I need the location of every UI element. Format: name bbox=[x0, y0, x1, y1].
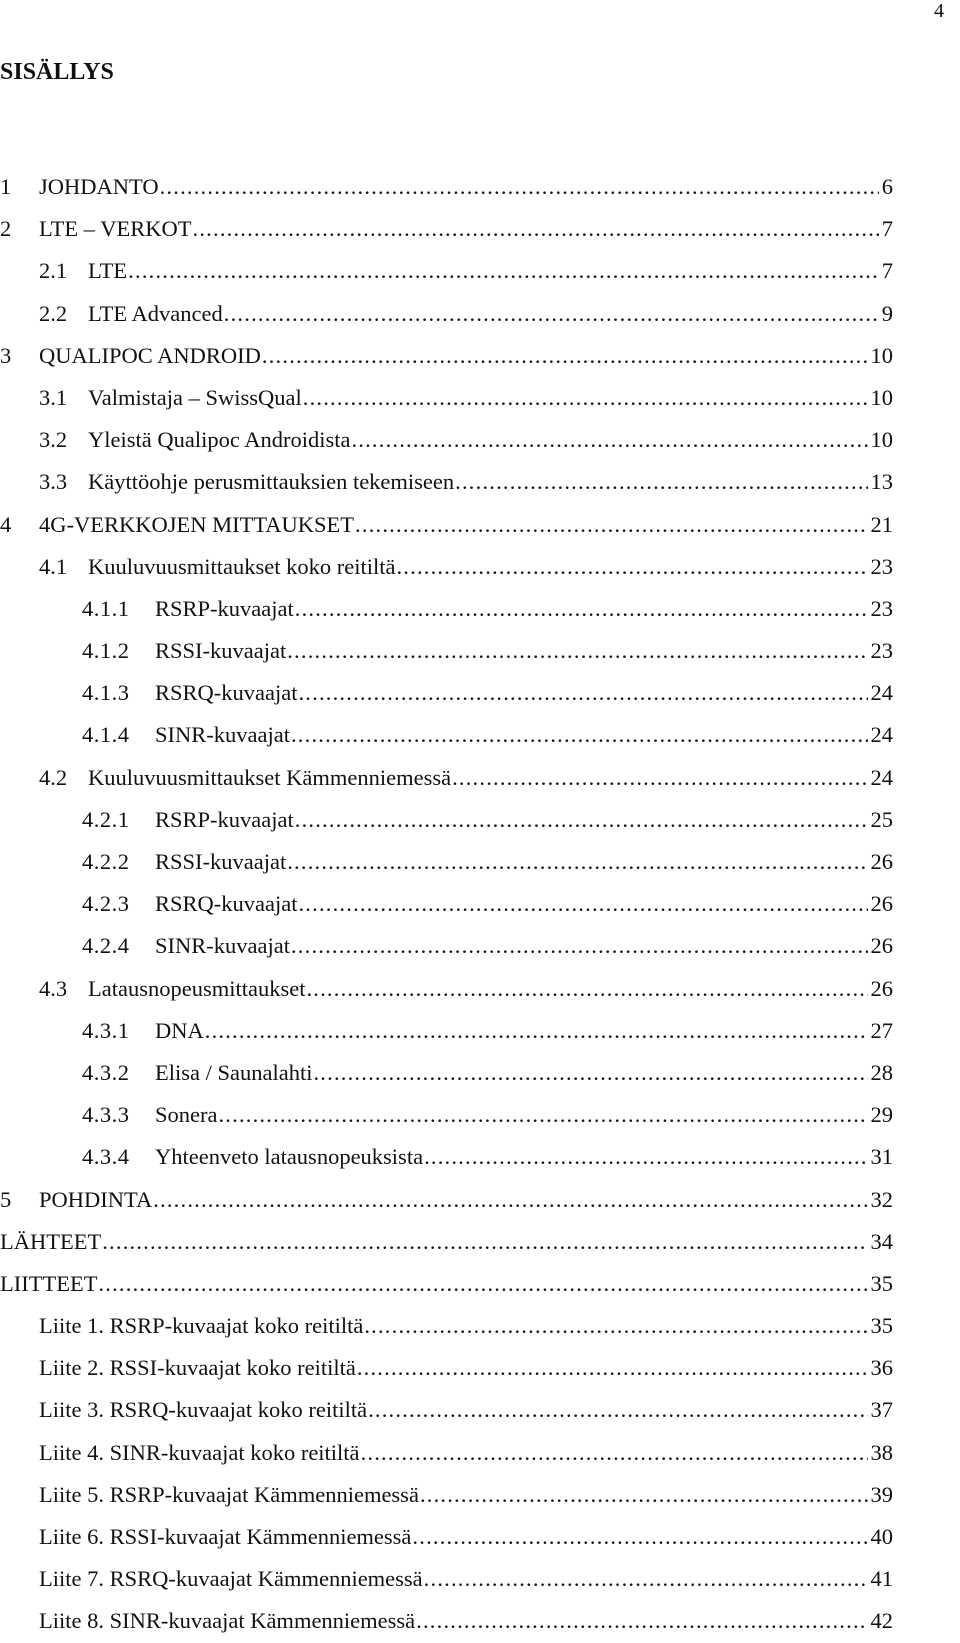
toc-entry[interactable] bbox=[0, 1558, 893, 1600]
toc-entry-page: 23 bbox=[870, 553, 893, 579]
dot-leader bbox=[298, 672, 867, 714]
dot-leader bbox=[193, 208, 879, 250]
toc-entry-page: 28 bbox=[870, 1059, 893, 1085]
toc-entry[interactable] bbox=[0, 1432, 893, 1474]
toc-entry-page: 26 bbox=[870, 849, 893, 874]
toc-entry[interactable] bbox=[0, 1600, 893, 1642]
toc-entry-page: 27 bbox=[870, 1017, 893, 1043]
dot-leader bbox=[361, 1432, 868, 1474]
toc-entry-page: 9 bbox=[881, 300, 893, 326]
toc-entry-number: 4.1 bbox=[39, 553, 68, 579]
toc-entry-label: RSRP-kuvaajat bbox=[155, 806, 294, 832]
toc-entry-page: 31 bbox=[870, 1144, 893, 1170]
toc-entry-label: RSSI-kuvaajat bbox=[155, 638, 287, 664]
dot-leader bbox=[295, 799, 868, 841]
dot-leader bbox=[287, 841, 867, 883]
toc-entry-page: 26 bbox=[870, 975, 893, 1001]
toc-entry[interactable] bbox=[0, 377, 893, 419]
toc-entry-label: DNA bbox=[155, 1017, 204, 1043]
toc-entry-number: 2 bbox=[0, 216, 12, 242]
toc-entry-page: 26 bbox=[870, 933, 893, 959]
toc-entry-page: 34 bbox=[870, 1228, 893, 1254]
toc-entry-label: Yhteenveto latausnopeuksista bbox=[155, 1144, 424, 1170]
toc-entry-number: 4.2.2 bbox=[82, 849, 130, 874]
toc-entry-number: 4.1.2 bbox=[82, 638, 130, 664]
toc-entry[interactable] bbox=[0, 1474, 893, 1516]
toc-entry-page: 29 bbox=[870, 1102, 893, 1128]
toc-entry-number: 4.2 bbox=[39, 764, 68, 790]
toc-entry-label: Liite 4. SINR-kuvaajat koko reitiltä bbox=[39, 1439, 360, 1465]
toc-entry[interactable] bbox=[0, 504, 893, 546]
dot-leader bbox=[416, 1600, 867, 1642]
toc-entry-label: Valmistaja – SwissQual bbox=[88, 384, 302, 410]
toc-entry-label: Kuuluvuusmittaukset koko reitiltä bbox=[88, 553, 396, 579]
toc-entry-number: 4.3 bbox=[39, 975, 68, 1001]
toc-entry[interactable] bbox=[0, 588, 893, 630]
toc-entry-page: 40 bbox=[870, 1524, 893, 1549]
toc-entry-number: 4.1.1 bbox=[82, 595, 130, 621]
toc-entry[interactable] bbox=[0, 714, 893, 756]
toc-entry-label: Käyttöohje perusmittauksien tekemiseen bbox=[88, 469, 455, 495]
toc-entry-label: Liite 6. RSSI-kuvaajat Kämmenniemessä bbox=[39, 1524, 412, 1549]
toc-entry-number: 4.1.3 bbox=[82, 680, 130, 706]
toc-entry-page: 7 bbox=[881, 258, 893, 284]
toc-entry[interactable] bbox=[0, 1263, 893, 1305]
dot-leader bbox=[98, 1263, 867, 1305]
dot-leader bbox=[368, 1389, 867, 1431]
toc-entry-number: 2.1 bbox=[39, 258, 68, 284]
dot-leader bbox=[355, 504, 867, 546]
toc-entry-page: 36 bbox=[870, 1355, 893, 1381]
toc-entry[interactable] bbox=[0, 1094, 893, 1136]
toc-entry-number: 2.2 bbox=[39, 300, 68, 326]
toc-entry-label: Kuuluvuusmittaukset Kämmenniemessä bbox=[88, 764, 452, 790]
dot-leader bbox=[291, 714, 868, 756]
dot-leader bbox=[424, 1136, 867, 1178]
toc-entry-page: 38 bbox=[870, 1439, 893, 1465]
dot-leader bbox=[224, 293, 879, 335]
table-of-contents bbox=[0, 166, 893, 1643]
toc-entry-label: LÄHTEET bbox=[0, 1228, 102, 1254]
toc-entry-number: 4 bbox=[0, 511, 12, 537]
toc-entry-page: 41 bbox=[870, 1566, 893, 1592]
dot-leader bbox=[306, 968, 867, 1010]
toc-entry[interactable] bbox=[0, 883, 893, 925]
dot-leader bbox=[357, 1347, 868, 1389]
toc-entry-label: Elisa / Saunalahti bbox=[155, 1059, 313, 1085]
toc-entry-label: QUALIPOC ANDROID bbox=[39, 342, 261, 368]
toc-entry[interactable] bbox=[0, 546, 893, 588]
dot-leader bbox=[424, 1558, 868, 1600]
toc-entry[interactable] bbox=[0, 335, 893, 377]
dot-leader bbox=[291, 925, 868, 967]
toc-entry[interactable] bbox=[0, 925, 893, 967]
toc-entry-label: RSRQ-kuvaajat bbox=[155, 891, 298, 917]
toc-entry-page: 35 bbox=[870, 1313, 893, 1339]
toc-entry-label: Liite 1. RSRP-kuvaajat koko reitiltä bbox=[39, 1313, 364, 1339]
toc-entry-number: 1 bbox=[0, 174, 12, 199]
toc-entry-page: 35 bbox=[870, 1270, 893, 1296]
toc-entry-label: SINR-kuvaajat bbox=[155, 722, 290, 748]
dot-leader bbox=[420, 1474, 868, 1516]
toc-entry[interactable] bbox=[0, 1305, 893, 1347]
toc-entry-page: 13 bbox=[870, 469, 893, 495]
toc-entry-label: SINR-kuvaajat bbox=[155, 933, 290, 959]
toc-entry-label: Latausnopeusmittaukset bbox=[88, 975, 306, 1001]
toc-entry-number: 4.2.3 bbox=[82, 891, 130, 917]
dot-leader bbox=[205, 1010, 868, 1052]
toc-entry-label: LIITTEET bbox=[0, 1270, 98, 1296]
dot-leader bbox=[295, 588, 868, 630]
toc-entry-label: LTE Advanced bbox=[88, 300, 223, 326]
toc-entry-number: 3.2 bbox=[39, 427, 68, 453]
toc-entry-page: 6 bbox=[881, 174, 893, 199]
toc-entry-number: 3 bbox=[0, 342, 12, 368]
toc-entry[interactable] bbox=[0, 757, 893, 799]
toc-entry[interactable] bbox=[0, 1516, 893, 1558]
toc-entry-page: 7 bbox=[881, 216, 893, 242]
toc-entry-page: 39 bbox=[870, 1481, 893, 1507]
toc-entry-number: 4.2.1 bbox=[82, 806, 130, 832]
dot-leader bbox=[160, 166, 879, 208]
toc-entry[interactable] bbox=[0, 968, 893, 1010]
toc-entry[interactable] bbox=[0, 630, 893, 672]
dot-leader bbox=[102, 1221, 867, 1263]
toc-entry[interactable] bbox=[0, 166, 893, 208]
dot-leader bbox=[298, 883, 867, 925]
toc-entry-number: 4.1.4 bbox=[82, 722, 130, 748]
toc-entry-label: RSSI-kuvaajat bbox=[155, 849, 287, 874]
toc-title: SISÄLLYS bbox=[0, 59, 114, 85]
toc-entry[interactable] bbox=[0, 419, 893, 461]
toc-entry-page: 32 bbox=[870, 1186, 893, 1212]
page-number: 4 bbox=[934, 0, 944, 22]
dot-leader bbox=[287, 630, 867, 672]
toc-entry-page: 25 bbox=[870, 806, 893, 832]
toc-entry-label: Liite 5. RSRP-kuvaajat Kämmenniemessä bbox=[39, 1481, 419, 1507]
toc-entry[interactable] bbox=[0, 1221, 893, 1263]
toc-entry-number: 3.1 bbox=[39, 384, 68, 410]
toc-entry[interactable] bbox=[0, 461, 893, 503]
toc-entry-page: 21 bbox=[870, 511, 893, 537]
toc-entry-label: POHDINTA bbox=[39, 1186, 153, 1212]
toc-entry[interactable] bbox=[0, 1347, 893, 1389]
toc-entry-label: 4G-VERKKOJEN MITTAUKSET bbox=[39, 511, 355, 537]
dot-leader bbox=[452, 757, 867, 799]
toc-entry[interactable] bbox=[0, 1389, 893, 1431]
toc-entry-page: 10 bbox=[870, 342, 893, 368]
toc-entry-label: Liite 7. RSRQ-kuvaajat Kämmenniemessä bbox=[39, 1566, 423, 1592]
toc-entry[interactable] bbox=[0, 1010, 893, 1052]
dot-leader bbox=[351, 419, 867, 461]
dot-leader bbox=[303, 377, 868, 419]
toc-entry-label: Liite 2. RSSI-kuvaajat koko reitiltä bbox=[39, 1355, 356, 1381]
toc-entry-label: Yleistä Qualipoc Androidista bbox=[88, 427, 351, 453]
toc-entry-label: Sonera bbox=[155, 1102, 218, 1128]
toc-entry[interactable] bbox=[0, 250, 893, 292]
toc-entry[interactable] bbox=[0, 293, 893, 335]
dot-leader bbox=[364, 1305, 867, 1347]
toc-entry-page: 23 bbox=[870, 595, 893, 621]
toc-entry-number: 4.3.2 bbox=[82, 1059, 130, 1085]
toc-entry-label: LTE bbox=[88, 258, 128, 284]
dot-leader bbox=[128, 250, 879, 292]
toc-entry-label: LTE – VERKOT bbox=[39, 216, 192, 242]
toc-entry[interactable] bbox=[0, 1136, 893, 1178]
toc-entry-number: 4.3.3 bbox=[82, 1102, 130, 1128]
toc-entry[interactable] bbox=[0, 799, 893, 841]
dot-leader bbox=[396, 546, 867, 588]
dot-leader bbox=[218, 1094, 867, 1136]
toc-entry-label: Liite 3. RSRQ-kuvaajat koko reitiltä bbox=[39, 1397, 368, 1423]
dot-leader bbox=[313, 1052, 867, 1094]
toc-entry[interactable] bbox=[0, 841, 893, 883]
toc-entry[interactable] bbox=[0, 1179, 893, 1221]
toc-entry[interactable] bbox=[0, 1052, 893, 1094]
toc-entry-number: 5 bbox=[0, 1186, 12, 1212]
toc-entry-number: 3.3 bbox=[39, 469, 68, 495]
toc-entry[interactable] bbox=[0, 672, 893, 714]
toc-entry-page: 10 bbox=[870, 427, 893, 453]
dot-leader bbox=[153, 1179, 867, 1221]
toc-entry-label: RSRP-kuvaajat bbox=[155, 595, 294, 621]
toc-entry-label: Liite 8. SINR-kuvaajat Kämmenniemessä bbox=[39, 1608, 416, 1634]
dot-leader bbox=[455, 461, 867, 503]
toc-entry-page: 24 bbox=[870, 764, 893, 790]
dot-leader bbox=[412, 1516, 867, 1558]
toc-entry-page: 26 bbox=[870, 891, 893, 917]
dot-leader bbox=[262, 335, 868, 377]
toc-entry-page: 23 bbox=[870, 638, 893, 664]
toc-entry-label: RSRQ-kuvaajat bbox=[155, 680, 298, 706]
toc-entry-label: JOHDANTO bbox=[39, 174, 159, 199]
toc-entry-page: 24 bbox=[870, 680, 893, 706]
toc-entry-page: 42 bbox=[870, 1608, 893, 1634]
toc-entry-page: 24 bbox=[870, 722, 893, 748]
toc-entry-number: 4.2.4 bbox=[82, 933, 130, 959]
toc-entry-page: 10 bbox=[870, 384, 893, 410]
toc-entry-number: 4.3.4 bbox=[82, 1144, 130, 1170]
toc-entry[interactable] bbox=[0, 208, 893, 250]
toc-entry-number: 4.3.1 bbox=[82, 1017, 130, 1043]
toc-entry-page: 37 bbox=[870, 1397, 893, 1423]
